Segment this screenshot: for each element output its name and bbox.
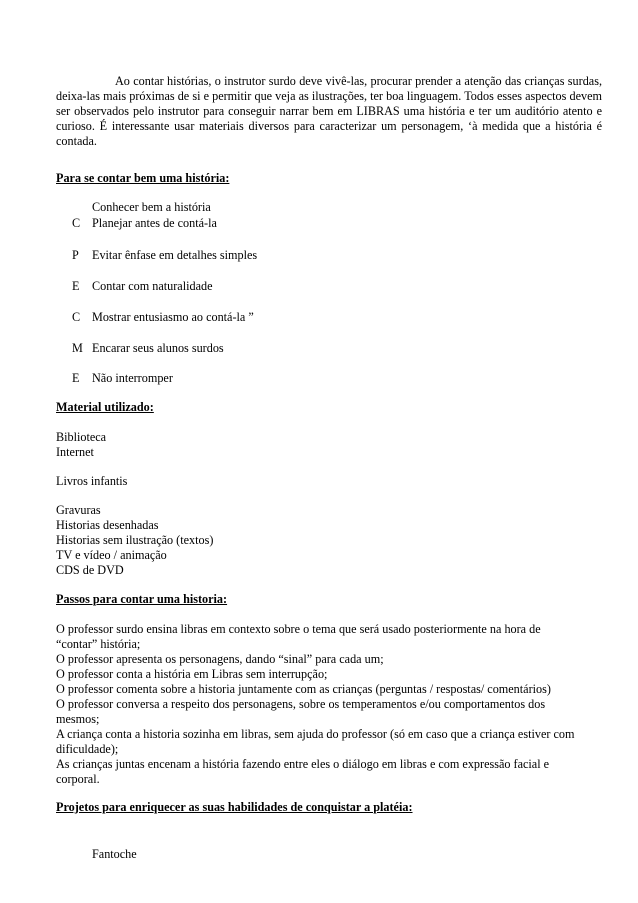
- material-item: Historias sem ilustração (textos): [56, 533, 214, 547]
- material-item: CDS de DVD: [56, 563, 124, 577]
- material-item: Livros infantis: [56, 474, 128, 488]
- tips-item-text: Contar com naturalidade: [92, 279, 213, 293]
- tips-item: [72, 310, 254, 325]
- tips-item-text: Encarar seus alunos surdos: [92, 341, 224, 355]
- steps-heading: Passos para contar uma historia:: [56, 592, 228, 606]
- tips-item-text: Planejar antes de contá-la: [92, 216, 217, 230]
- acrostic-letter: C: [72, 310, 81, 324]
- steps-list: [56, 622, 596, 787]
- acrostic-letter: E: [72, 371, 80, 385]
- tips-item: [72, 248, 257, 263]
- projects-item: Fantoche: [92, 847, 137, 861]
- tips-item-text: Não interromper: [92, 371, 173, 385]
- material-heading: Material utilizado:: [56, 400, 154, 414]
- acrostic-letter: C: [72, 216, 81, 230]
- tips-heading: Para se contar bem uma história:: [56, 171, 230, 185]
- tips-item: [72, 371, 173, 386]
- tips-item: [72, 341, 224, 356]
- projects-heading: Projetos para enriquecer as suas habilidades de conquistar a platéia:: [56, 800, 413, 814]
- tips-item: [72, 279, 212, 294]
- tips-item: [72, 216, 217, 231]
- material-item: Biblioteca: [56, 430, 107, 444]
- material-item: Internet: [56, 445, 94, 459]
- step-item: O professor apresenta os personagens, dando “sinal” para cada um;: [56, 652, 384, 666]
- tips-first-line: Conhecer bem a história: [92, 200, 211, 214]
- material-item: Historias desenhadas: [56, 518, 159, 532]
- intro-paragraph: Ao contar histórias, o instrutor surdo deve vivê-las, procurar prender a atenção das crianças surdas, deixa-las mais próximas de si e permitir que veja as ilustrações, ter boa linguagem. Todos esses aspectos devem ser observados pelo instrutor para conseguir narrar bem em LIBRAS uma história e ter um auditório atento e curioso. É interessante usar materiais diversos para caracterizar um personagem, ‘à medida que a história é contada.: [56, 74, 602, 148]
- acrostic-letter: M: [72, 341, 83, 355]
- step-item: O professor comenta sobre a historia juntamente com as crianças (perguntas / respostas/ comentários): [56, 682, 551, 696]
- tips-item-text: Evitar ênfase em detalhes simples: [92, 248, 258, 262]
- acrostic-letter: P: [72, 248, 79, 262]
- step-item: A criança conta a historia sozinha em libras, sem ajuda do professor (só em caso que a criança estiver com dificuldade);: [56, 727, 575, 756]
- step-item: O professor surdo ensina libras em contexto sobre o tema que será usado posteriormente na hora de “contar” história;: [56, 622, 541, 651]
- material-item: Gravuras: [56, 503, 101, 517]
- material-item: TV e vídeo / animação: [56, 548, 167, 562]
- step-item: O professor conta a história em Libras sem interrupção;: [56, 667, 328, 681]
- tips-item-text: Mostrar entusiasmo ao contá-la ”: [92, 310, 254, 324]
- step-item: As crianças juntas encenam a história fazendo entre eles o diálogo em libras e com expressão facial e corporal.: [56, 757, 550, 786]
- acrostic-letter: E: [72, 279, 80, 293]
- step-item: O professor conversa a respeito dos personagens, sobre os temperamentos e/ou comportamentos dos mesmos;: [56, 697, 546, 726]
